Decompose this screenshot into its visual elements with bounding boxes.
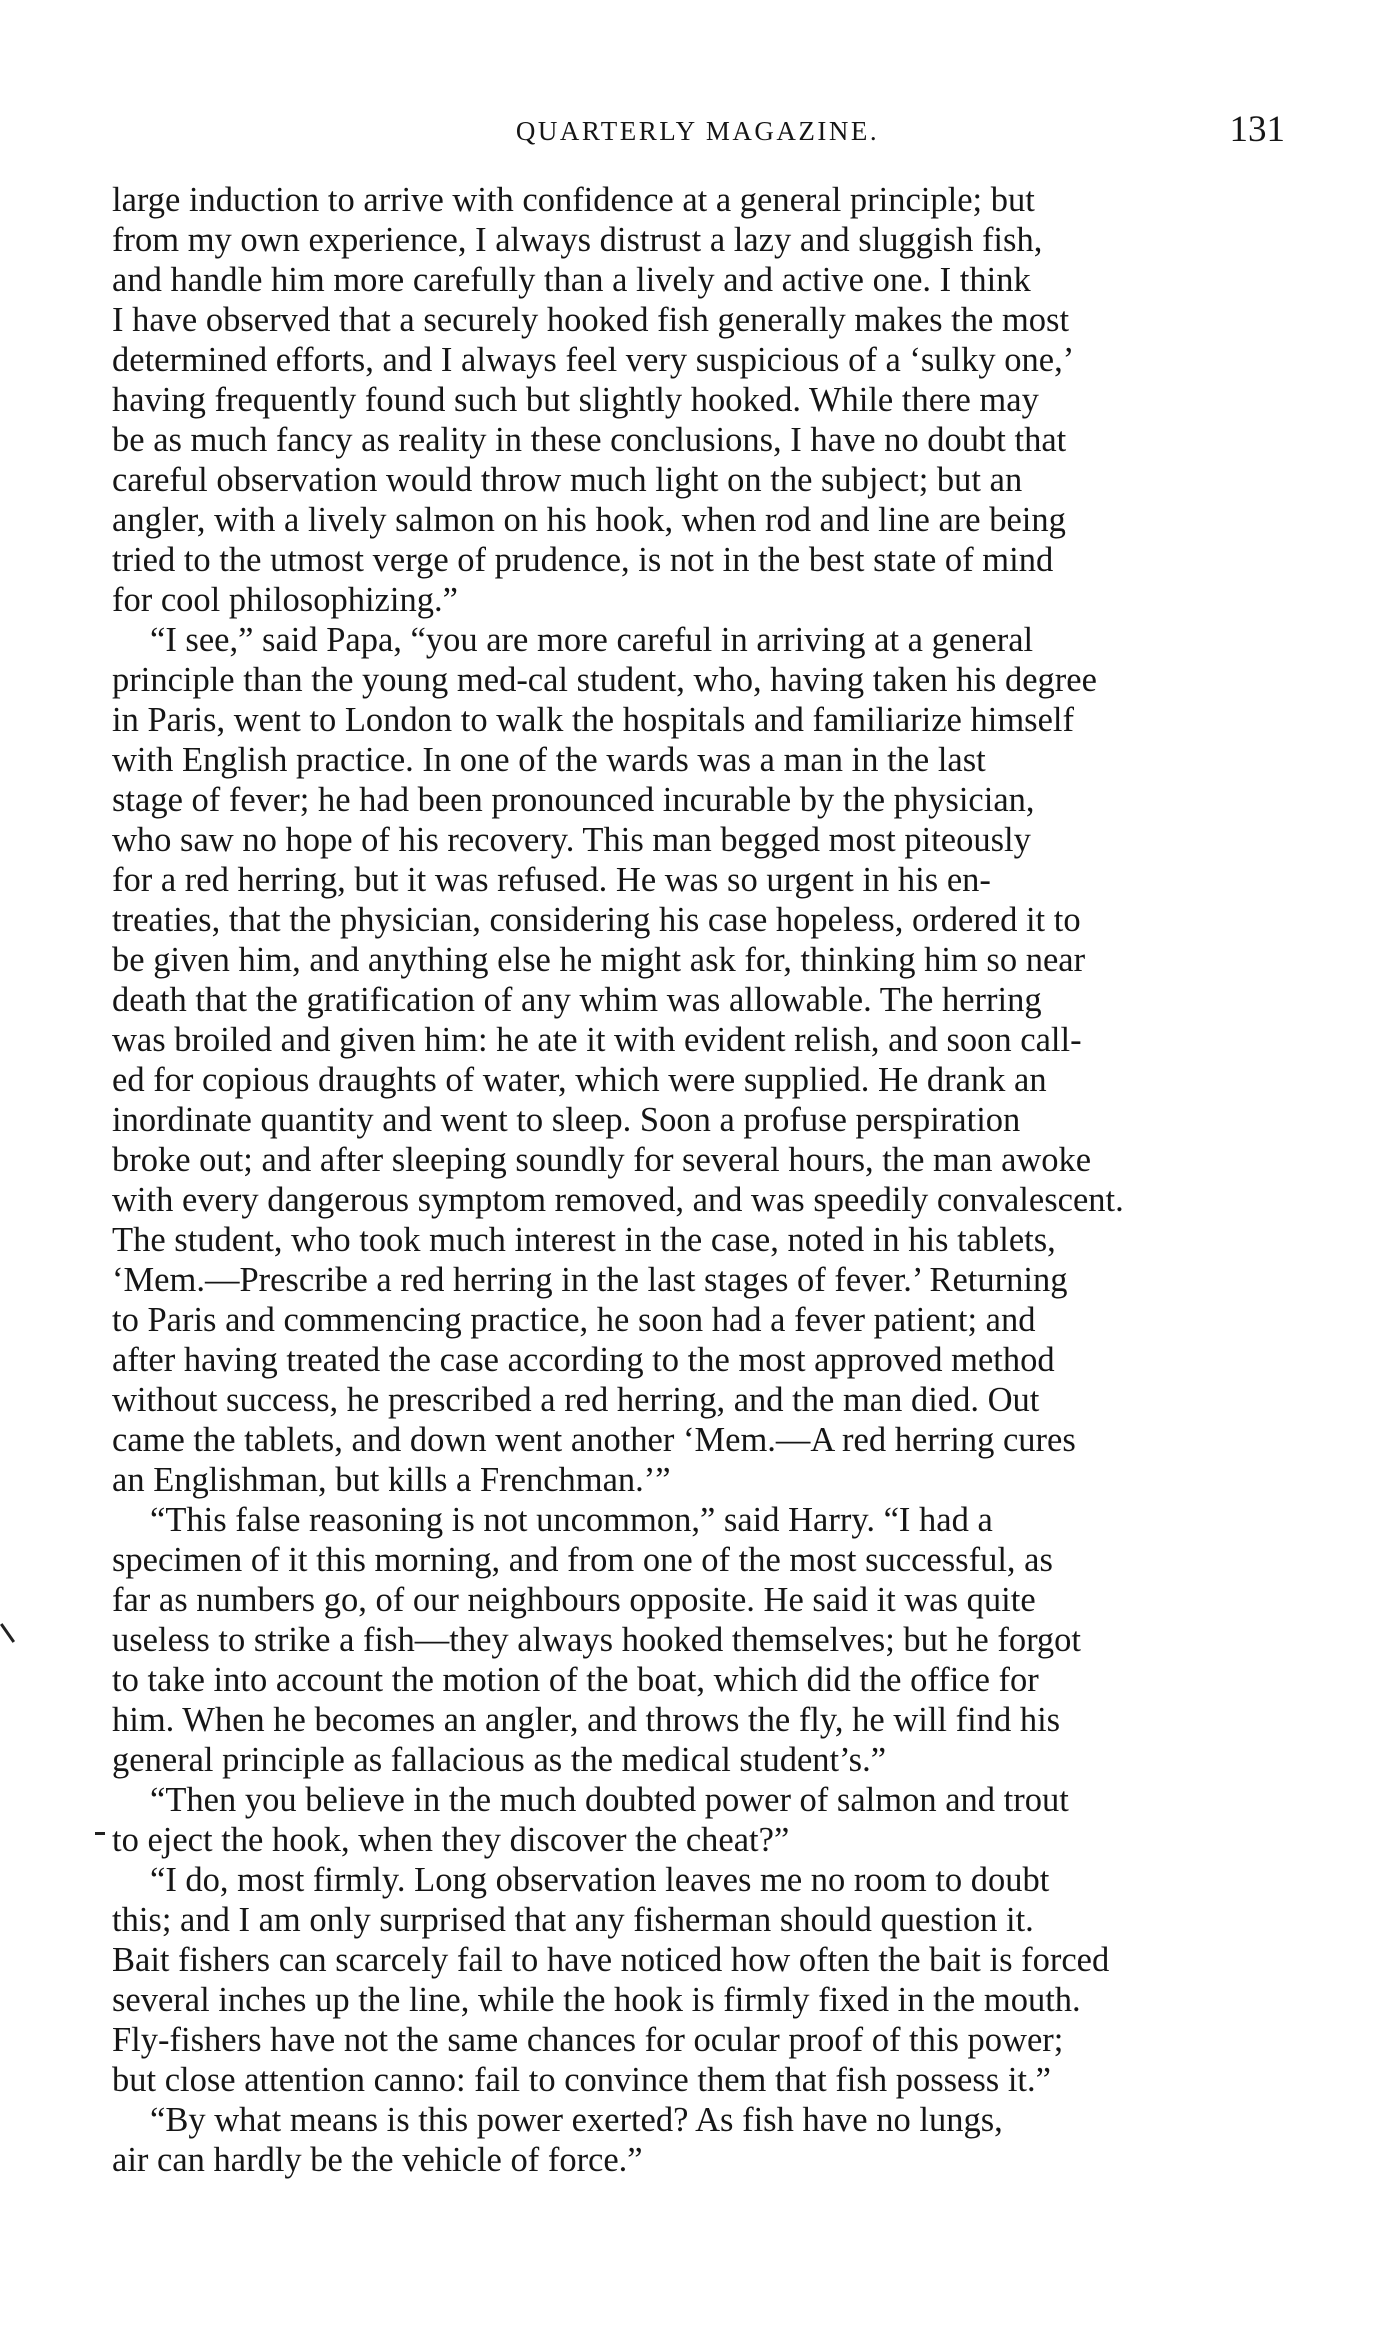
page-number: 131 [1229,109,1285,150]
text-line: but close attention canno: fail to convince them that fish possess it.” [112,2061,1051,2099]
paragraph-start-line: “I see,” said Papa, “you are more careful in arriving at a general [150,621,1034,659]
text-line: careful observation would throw much light on the subject; but an [112,461,1023,499]
body-text [112,180,1280,2180]
text-line: treaties, that the physician, considering his case hopeless, ordered it to [112,901,1081,939]
text-line: without success, he prescribed a red herring, and the man died. Out [112,1381,1040,1419]
text-line: ed for copious draughts of water, which were supplied. He drank an [112,1061,1047,1099]
text-line: The student, who took much interest in the case, noted in his tablets, [112,1221,1056,1259]
paragraph-start-line: “I do, most firmly. Long observation leaves me no room to doubt [150,1861,1050,1899]
text-line: broke out; and after sleeping soundly for several hours, the man awoke [112,1141,1092,1179]
text-line: for a red herring, but it was refused. He was so urgent in his en- [112,861,991,899]
paragraph-start-line: “By what means is this power exerted? As fish have no lungs, [150,2101,1003,2139]
text-line: specimen of it this morning, and from one of the most successful, as [112,1541,1053,1579]
text-line: and handle him more carefully than a lively and active one. I think [112,261,1031,299]
text-line: tried to the utmost verge of prudence, is not in the best state of mind [112,541,1054,579]
running-title: QUARTERLY MAGAZINE. [515,116,880,146]
text-line: for cool philosophizing.” [112,581,458,619]
text-line: to Paris and commencing practice, he soon had a fever patient; and [112,1301,1036,1339]
text-line: was broiled and given him: he ate it with evident relish, and soon call- [112,1021,1082,1059]
text-line: after having treated the case according to the most approved method [112,1341,1055,1379]
paragraph-start-line: “Then you believe in the much doubted power of salmon and trout [150,1781,1069,1819]
text-line: with every dangerous symptom removed, and was speedily convalescent. [112,1181,1124,1219]
text-line: be given him, and anything else he might ask for, thinking him so near [112,941,1086,979]
text-line: Fly-fishers have not the same chances for ocular proof of this power; [112,2021,1064,2059]
text-line: to take into account the motion of the boat, which did the office for [112,1661,1039,1699]
text-line: from my own experience, I always distrust a lazy and sluggish fish, [112,221,1043,259]
text-line: principle than the young med-cal student, who, having taken his degree [112,661,1097,699]
text-line: this; and I am only surprised that any fisherman should question it. [112,1901,1034,1939]
scan-artifact-mark [0,1623,15,1643]
scan-artifact-dash [95,1832,105,1835]
text-line: with English practice. In one of the wards was a man in the last [112,741,986,779]
text-line: death that the gratification of any whim was allowable. The herring [112,981,1042,1019]
text-line: air can hardly be the vehicle of force.” [112,2141,643,2179]
text-line: him. When he becomes an angler, and throws the fly, he will find his [112,1701,1061,1739]
text-line: angler, with a lively salmon on his hook, when rod and line are being [112,501,1066,539]
running-head [110,108,1285,158]
text-line: determined efforts, and I always feel very suspicious of a ‘sulky one,’ [112,341,1075,379]
text-line: useless to strike a fish—they always hooked themselves; but he forgot [112,1621,1082,1659]
text-line: inordinate quantity and went to sleep. Soon a profuse perspiration [112,1101,1021,1139]
paragraph-start-line: “This false reasoning is not uncommon,” said Harry. “I had a [150,1501,993,1539]
text-line: large induction to arrive with confidence at a general principle; but [112,181,1035,219]
text-line: ‘Mem.—Prescribe a red herring in the last stages of fever.’ Returning [112,1261,1068,1299]
text-line: who saw no hope of his recovery. This man begged most piteously [112,821,1031,859]
text-line: to eject the hook, when they discover the cheat?” [112,1821,790,1859]
text-line: having frequently found such but slightly hooked. While there may [112,381,1039,419]
text-line: be as much fancy as reality in these conclusions, I have no doubt that [112,421,1067,459]
text-line: an Englishman, but kills a Frenchman.’” [112,1461,671,1499]
text-line: came the tablets, and down went another ‘Mem.—A red herring cures [112,1421,1076,1459]
text-line: Bait fishers can scarcely fail to have noticed how often the bait is forced [112,1941,1110,1979]
text-line: stage of fever; he had been pronounced incurable by the physician, [112,781,1035,819]
text-line: general principle as fallacious as the medical student’s.” [112,1741,887,1779]
text-line: far as numbers go, of our neighbours opposite. He said it was quite [112,1581,1036,1619]
text-line: several inches up the line, while the hook is firmly fixed in the mouth. [112,1981,1081,2019]
text-line: in Paris, went to London to walk the hospitals and familiarize himself [112,701,1074,739]
text-line: I have observed that a securely hooked fish generally makes the most [112,301,1070,339]
